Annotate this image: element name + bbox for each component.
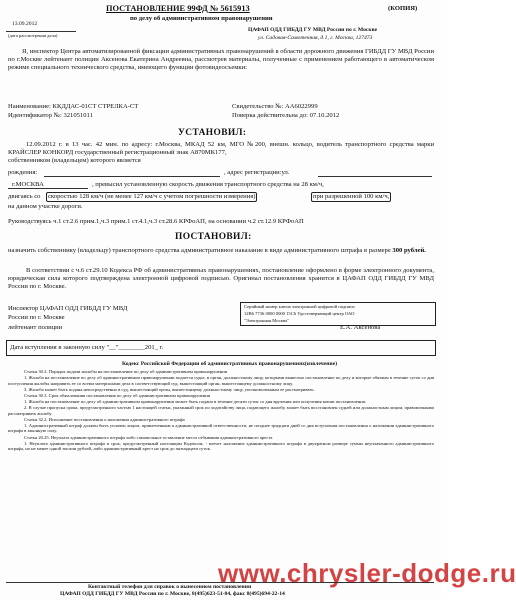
city-underline [8, 188, 88, 189]
effective-date-text: Дата вступления в законную силу "__"________201_ г. [10, 344, 164, 351]
code-paragraph: 1. Неуплата административного штрафа в срок, предусмотренный настоящим Кодексом, - влечет наложение административного штрафа в двукратном размере суммы неуплаченного административного штрафа, но не менее одной тысячи рублей, либо административный арест на срок до пятнадцати суток. [8, 440, 434, 452]
violation-text: 12.09.2012 г. в 13 час. 42 мин. по адресу: г.Москва, МКАД 52 км, МГО №200, внешн. кольцо, водитель транспортного средства марки КРАЙСЛЕР КОНКОРД государственный регистрационный знак А870МК177, [8, 141, 434, 156]
code-paragraph: Статья 32.2. Исполнение постановления о наложении административного штрафа [24, 416, 185, 422]
registration-label: , адрес регистрации:ул. [224, 169, 290, 176]
digital-signature-box [240, 302, 436, 326]
effective-date-box [6, 340, 436, 356]
date-underline [6, 31, 76, 32]
code-heading: Кодекс Российской Федерации об административных правонарушениях(извлечение) [122, 361, 338, 367]
fine-amount: 300 рублей. [392, 247, 426, 254]
speed-excess-text: , превысил установленную скорость движения транспортного средства на 28 км/ч, [92, 181, 324, 188]
issue-date: 13.09.2012 [12, 21, 38, 27]
device-name: Наименование: ККДДАС-01СТ СТРЕЛКА-СТ [8, 103, 139, 110]
esign-paragraph: В соответствии с ч.6 ст.29.10 Кодекса РФ об административных правонарушениях, постановление оформлено в форме электронного документа, юридическая сила которого подтверждена электронной цифровой подписью. Оригинал постановления хранится в ЦАФАП ОДД ГИБДД ГУ МВД России по г. Москве. [8, 267, 434, 290]
code-paragraph: Статья 30.3. Срок обжалования постановления по делу об административном правонарушении [24, 392, 211, 398]
authority-name: ЦАФАП ОДД ГИБДД ГУ МВД России по г. Москве [248, 27, 378, 33]
copy-label: (КОПИЯ) [388, 5, 418, 12]
device-id: Идентификатор №: 321051011 [8, 112, 93, 119]
legal-basis: Руководствуясь ч.1 ст.2.6 прим.1,ч.3 прим.1 ст.4.1,ч.3 ст.28.6 КРФоАП, на основании ч.2 ст.12.9 КРФоАП [8, 218, 304, 225]
code-paragraph: 1. Административный штраф должен быть уплачен лицом, привлеченным к административной ответственности, не позднее тридцати дней со дня вступления постановления о наложении административного штрафа в законную силу. [8, 422, 434, 434]
decision-heading: ПОСТАНОВИЛ: [175, 232, 252, 242]
road-section-text: на данном участке дороги. [8, 203, 83, 210]
key-line-3: "Электронная Москва" [244, 318, 289, 323]
date-caption: (дата рассмотрения дела) [8, 33, 58, 38]
footer-contact: Контактный телефон для справок о вынесенном постановлении [88, 584, 252, 590]
document-title: ПОСТАНОВЛЕНИЕ 99ФД № 5615913 [106, 4, 250, 13]
speed-prefix: двигаясь со [8, 193, 41, 200]
watermark: www.chrysler-dodge.ru [218, 558, 516, 588]
code-paragraph: 1. Жалоба на постановление по делу об административном правонарушении подается судье, в орган, должностному лицу, которыми вынесено постановление по делу и которые обязаны в течение суток со дня поступления жалобы направить ее со всеми материалами дела в соответствующий суд, вышестоящий орган, вышестоящему должностному лицу. [8, 375, 434, 386]
established-heading: УСТАНОВИЛ: [178, 128, 247, 138]
intro-paragraph: Я, инспектор Центра автоматизированной фиксации административных правонарушений в области дорожного движения ГИБДД ГУ МВД России по г.Москве лейтенант полиции Аксенова Екатерина Андреевна, рассмотрев материалы, полученные с применением работающего в автоматическом режиме специального технического средства, имеющего функции фотовидеосъемки: [8, 48, 434, 71]
code-paragraph: Статья 30.2. Порядок подачи жалобы на постановление по делу об административном правонарушении [24, 369, 228, 374]
code-paragraph: Статья 20.25. Неуплата административного штрафа либо самовольное оставление места отбывания административного ареста [24, 434, 273, 440]
registration-city: г.МОСКВА [12, 181, 44, 188]
birth-label: рождения: [8, 169, 38, 176]
inspector-name: Е.А. Аксенова [340, 324, 381, 331]
permitted-speed: при разрешенной 100 км/ч, [313, 193, 390, 200]
code-excerpt [8, 369, 434, 452]
footer-rule [6, 582, 434, 583]
owner-label: собственником (владельцем) которого является [8, 157, 141, 164]
inspector-title-1: Инспектор ЦАФАП ОДД ГИБДД ГУ МВД [8, 305, 128, 312]
code-paragraph: 3. Жалоба может быть подана непосредственно в суд, вышестоящий орган, вышестоящему должностному лицу, уполномоченным ее рассматривать. [24, 386, 315, 392]
document-subtitle: по делу об административном правонарушении [130, 15, 273, 22]
code-paragraph: 1. Жалоба на постановление по делу об административном правонарушении может быть подана в течение десяти суток со дня вручения или получения копии постановления. [24, 398, 366, 404]
key-line-1: Серийный номер ключа электронной цифровой подписи [244, 304, 355, 309]
inspector-title-2: России по г. Москве [8, 314, 65, 321]
key-line-2: 12B6 7736 0000 0000 15C6 Удостоверяющий центр ОАО [244, 311, 355, 316]
code-paragraph: 2. В случае пропуска срока, предусмотренного частью 1 настоящей статьи, указанный срок по ходатайству лица, подающего жалобу, может быть восстановлен судьей или должностным лицом, правомочными рассматривать жалобу. [8, 405, 434, 416]
birth-underline [44, 176, 220, 177]
authority-address: ул. Садовая-Самотечная, д.1, г. Москва, 127473 [258, 35, 373, 41]
inspector-rank: лейтенант полиции [8, 324, 63, 331]
measured-speed: скоростью 128 км/ч (не менее 127 км/ч с учетом погрешности измерения) [48, 193, 256, 200]
device-certificate: Свидетельство №: АА6022999 [232, 103, 318, 110]
device-check-date: Поверка действительна до: 07.10.2012 [232, 112, 340, 119]
penalty-description: назначить собственнику (владельцу) транспортного средства административное наказание в виде административного штрафа в размере [8, 247, 391, 254]
penalty-text [8, 247, 434, 255]
registration-underline [318, 176, 432, 177]
footer-address: ЦАФАП ОДД ГИБДД ГУ МВД России по г. Москве, 8(495)623-51-84, факс 8(495)694-22-14 [60, 591, 285, 597]
